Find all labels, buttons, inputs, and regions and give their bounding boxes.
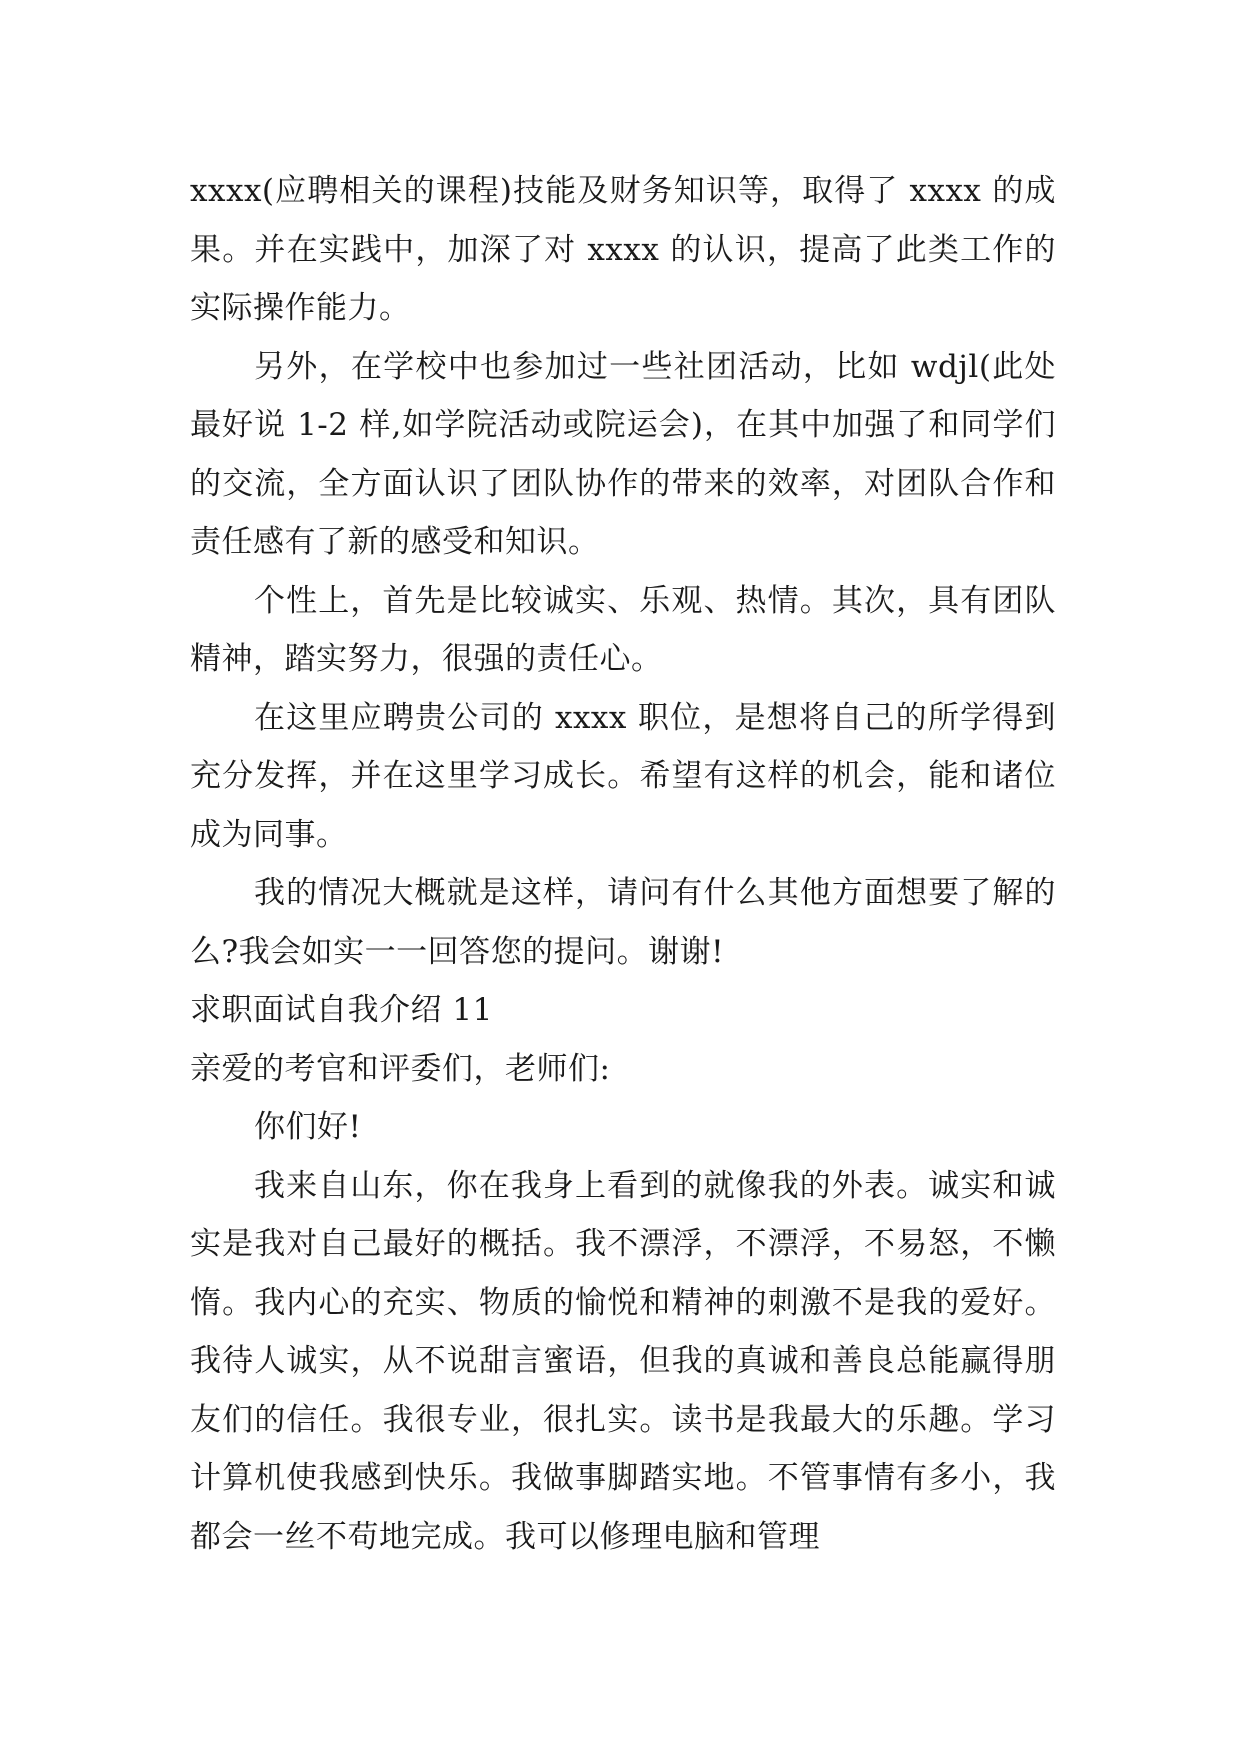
paragraph-self-description: 我来自山东，你在我身上看到的就像我的外表。诚实和诚实是我对自己最好的概括。我不漂浮，不漂浮，不易怒，不懒惰。我内心的充实、物质的愉悦和精神的刺激不是我的爱好。我待人诚实，从不说甜言蜜语，但我的真诚和善良总能赢得朋友们的信任。我很专业，很扎实。读书是我最大的乐趣。学习计算机使我感到快乐。我做事脚踏实地。不管事情有多小，我都会一丝不苟地完成。我可以修理电脑和管理 [190, 1167, 1056, 1555]
salutation: 亲爱的考官和评委们，老师们: [190, 1050, 611, 1087]
paragraph-club-activities: 另外，在学校中也参加过一些社团活动，比如 wdjl(此处最好说 1-2 样,如学院活动或院运会)，在其中加强了和同学们的交流，全方面认识了团队协作的带来的效率，对团队合作和责任感有了新的感受和知识。 [190, 348, 1056, 560]
paragraph-application-reason: 在这里应聘贵公司的 xxxx 职位，是想将自己的所学得到充分发挥，并在这里学习成长。希望有这样的机会，能和诸位成为同事。 [190, 699, 1056, 853]
paragraph-closing: 我的情况大概就是这样，请问有什么其他方面想要了解的么?我会如实一一回答您的提问。谢谢! [190, 875, 1056, 970]
paragraph-skills: xxxx(应聘相关的课程)技能及财务知识等，取得了 xxxx 的成果。并在实践中，加深了对 xxxx 的认识，提高了此类工作的实际操作能力。 [190, 173, 1056, 326]
document-body [190, 162, 1056, 1566]
greeting: 你们好! [254, 1109, 362, 1145]
section-title: 求职面试自我介绍 11 [190, 992, 493, 1028]
paragraph-personality: 个性上，首先是比较诚实、乐观、热情。其次，具有团队精神，踏实努力，很强的责任心。 [190, 582, 1056, 677]
